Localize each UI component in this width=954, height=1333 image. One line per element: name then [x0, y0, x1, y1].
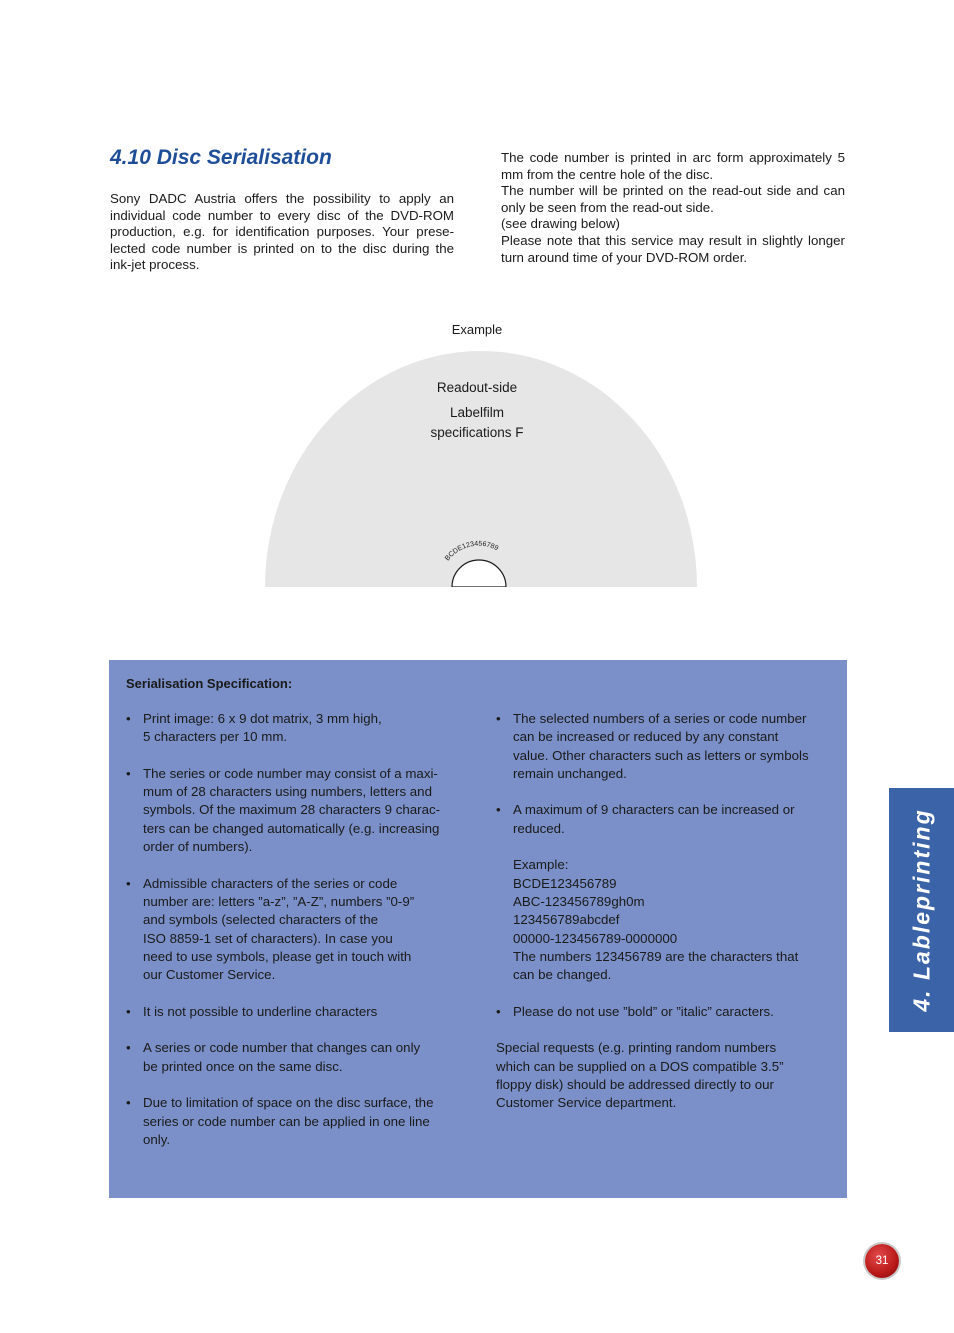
bullet-line: can be increased or reduced by any constant	[513, 729, 779, 745]
bullet-line: remain unchanged.	[513, 765, 627, 781]
spec-bullet	[126, 765, 466, 856]
disc-label-labelfilm: Labelfilm	[449, 405, 505, 420]
spec-bullet	[126, 710, 466, 747]
bullet-dot: •	[126, 1003, 131, 1019]
bullet-line: and symbols (selected characters of the	[143, 912, 379, 928]
bullet-line: need to use symbols, please get in touch with	[143, 948, 412, 964]
page-number-badge: 31	[865, 1244, 899, 1278]
bullet-dot: •	[126, 1095, 131, 1111]
bullet-line: Example:	[513, 857, 569, 873]
intro-right-paragraph	[501, 150, 845, 266]
spec-bullet	[126, 875, 466, 985]
bullet-line: our Customer Service.	[143, 967, 276, 983]
specification-box	[109, 660, 847, 1198]
disc-label-specifications: specifications F	[430, 425, 524, 440]
bullet-line: mum of 28 characters using numbers, letters and	[143, 784, 432, 800]
bullet-line: Admissible characters of the series or code	[143, 875, 398, 891]
bullet-line: Due to limitation of space on the disc surface, the	[143, 1095, 434, 1111]
intro-right-line: The code number is printed in arc form approximately 5 mm from the centre hole of the disc.	[501, 150, 845, 182]
bullet-line: symbols. Of the maximum 28 characters 9 charac-	[143, 802, 441, 818]
bullet-line: order of numbers).	[143, 839, 253, 855]
example-code: BCDE123456789	[513, 875, 617, 891]
disc-label-readout: Readout-side	[436, 380, 518, 395]
spec-bullet	[496, 710, 836, 783]
bullet-line: number are: letters ”a-z”, ”A-Z”, numbers ”0-9”	[143, 893, 415, 909]
bullet-line: reduced.	[513, 820, 565, 836]
bullet-dot: •	[126, 765, 131, 781]
bullet-dot: •	[126, 1040, 131, 1056]
intro-left-paragraph: Sony DADC Austria offers the possibility to apply an individual code number to every disc of the DVD-ROM production, e.g. for identification purposes. Your prese-lected code number is printed on to the disc during the ink-jet process.	[110, 191, 454, 273]
spec-bullet	[496, 801, 836, 984]
bullet-line: A series or code number that changes can only	[143, 1040, 421, 1056]
spec-bullet	[126, 1039, 466, 1076]
bullet-dot: •	[126, 875, 131, 891]
bullet-line: ISO 8859-1 set of characters). In case you	[143, 930, 393, 946]
chapter-side-tab	[889, 788, 954, 1032]
intro-right-line: (see drawing below)	[501, 216, 620, 232]
bullet-line: series or code number can be applied in one line	[143, 1113, 430, 1129]
example-code: 00000-123456789-0000000	[513, 930, 678, 946]
bullet-dot: •	[126, 711, 131, 726]
bullet-line: The selected numbers of a series or code number	[513, 711, 807, 726]
special-requests-paragraph	[496, 1039, 836, 1112]
bullet-line: can be changed.	[513, 967, 612, 983]
blank-line	[513, 838, 836, 856]
bullet-line: Print image: 6 x 9 dot matrix, 3 mm high,	[143, 711, 382, 726]
bullet-dot: •	[496, 802, 501, 818]
special-requests-line: Special requests (e.g. printing random numbers	[496, 1040, 777, 1056]
bullet-line: The numbers 123456789 are the characters that	[513, 948, 799, 964]
bullet-line: It is not possible to underline characters	[143, 1003, 378, 1019]
bullet-line: value. Other characters such as letters or symbols	[513, 747, 809, 763]
spec-bullet	[496, 1003, 836, 1021]
spec-bullet	[126, 1094, 466, 1149]
bullet-line: only.	[143, 1131, 171, 1147]
spec-bullet	[126, 1003, 466, 1021]
bullet-line: be printed once on the same disc.	[143, 1058, 343, 1074]
specification-left-column	[126, 710, 466, 1167]
bullet-line: ters can be changed automatically (e.g. increasing	[143, 820, 440, 836]
bullet-line: 5 characters per 10 mm.	[143, 729, 288, 745]
special-requests-line: Customer Service department.	[496, 1095, 677, 1111]
special-requests-line: which can be supplied on a DOS compatible 3.5”	[496, 1058, 784, 1074]
intro-right-line: Please note that this service may result in slightly longer turn around time of your DVD-ROM order.	[501, 232, 845, 265]
example-code: 123456789abcdef	[513, 912, 620, 928]
example-label: Example	[451, 322, 503, 337]
special-requests-line: floppy disk) should be addressed directly to our	[496, 1076, 774, 1092]
bullet-dot: •	[496, 1003, 501, 1019]
arc-code: BCDE123456789	[444, 540, 500, 563]
specification-right-column	[496, 710, 836, 1113]
page-title: 4.10 Disc Serialisation	[110, 146, 332, 169]
bullet-line: The series or code number may consist of a maxi-	[143, 765, 438, 781]
bullet-line: A maximum of 9 characters can be increased or	[513, 802, 795, 818]
bullet-line: Please do not use ”bold” or ”italic” caracters.	[513, 1003, 774, 1019]
specification-title: Serialisation Specification:	[126, 676, 293, 691]
intro-right-line: The number will be printed on the read-out side and can only be seen from the read-out side.	[501, 183, 845, 215]
bullet-dot: •	[496, 711, 501, 726]
chapter-side-tab-label: 4. Lableprinting	[908, 808, 934, 1012]
example-code: ABC-123456789gh0m	[513, 893, 645, 909]
